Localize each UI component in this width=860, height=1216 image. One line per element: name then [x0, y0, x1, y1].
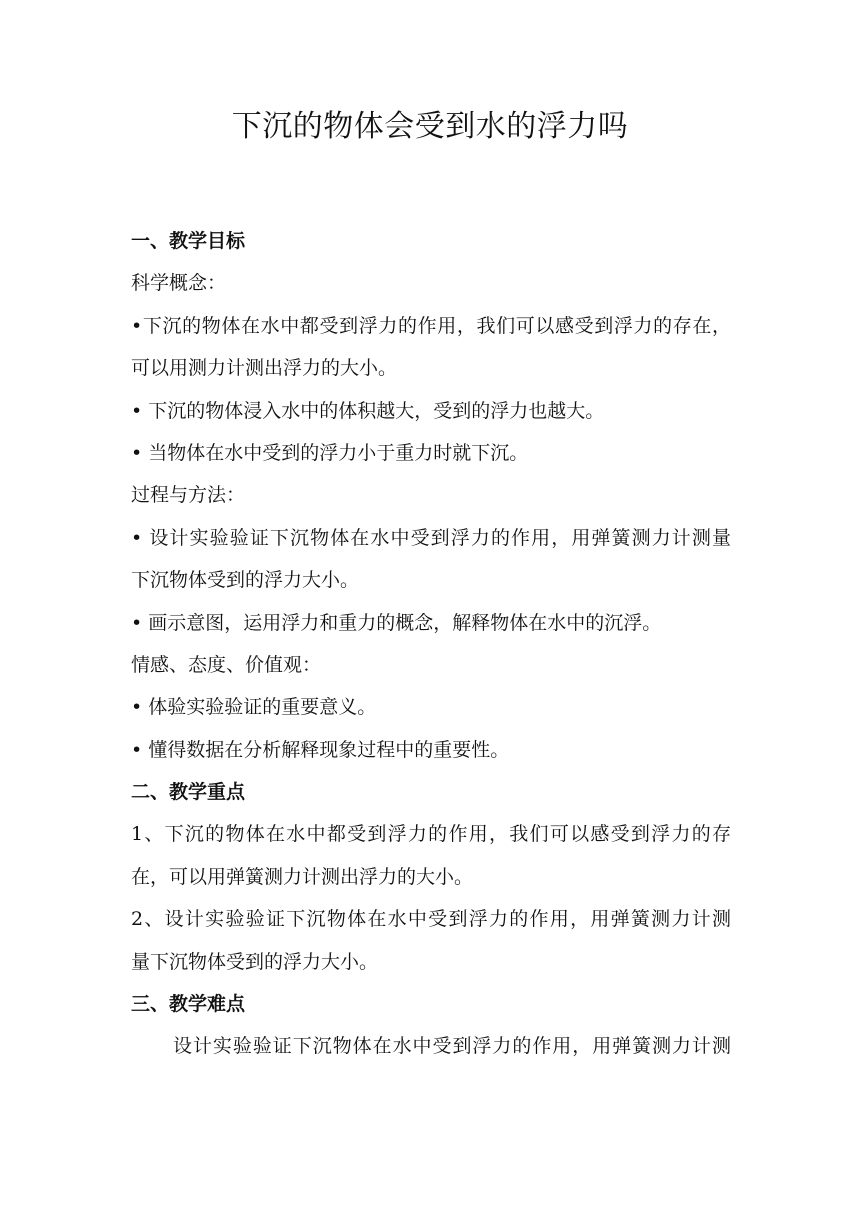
document-body	[131, 220, 731, 1068]
document-title: 下沉的物体会受到水的浮力吗	[231, 109, 629, 144]
key-point-1-continued: 在，可以用弹簧测力计测出浮力的大小。	[131, 865, 474, 888]
difficulty-paragraph: 设计实验验证下沉物体在水中受到浮力的作用，用弹簧测力计测	[173, 1035, 731, 1058]
subheading-process-methods: 过程与方法：	[131, 484, 246, 507]
section-heading-key-points: 二、教学重点	[131, 781, 246, 804]
bullet-process-1: • 设计实验验证下沉物体在水中受到浮力的作用，用弹簧测力计测量	[131, 526, 731, 549]
subheading-attitudes-values: 情感、态度、价值观：	[131, 653, 322, 676]
key-point-2-continued: 量下沉物体受到的浮力大小。	[131, 950, 379, 973]
bullet-concept-3: • 当物体在水中受到的浮力小于重力时就下沉。	[131, 441, 529, 464]
bullet-attitude-1: • 体验实验验证的重要意义。	[131, 696, 377, 719]
bullet-process-2: • 画示意图，运用浮力和重力的概念，解释物体在水中的沉浮。	[131, 611, 662, 634]
bullet-process-1-continued: 下沉物体受到的浮力大小。	[131, 569, 360, 592]
key-point-2: 2、设计实验验证下沉物体在水中受到浮力的作用，用弹簧测力计测	[131, 908, 731, 931]
section-heading-objectives: 一、教学目标	[131, 230, 246, 252]
bullet-concept-1-continued: 可以用测力计测出浮力的大小。	[131, 357, 398, 380]
bullet-concept-1: •下沉的物体在水中都受到浮力的作用，我们可以感受到浮力的存在，	[131, 314, 731, 337]
subheading-science-concepts: 科学概念：	[131, 272, 227, 295]
bullet-attitude-2: • 懂得数据在分析解释现象过程中的重要性。	[131, 738, 510, 761]
bullet-concept-2: • 下沉的物体浸入水中的体积越大，受到的浮力也越大。	[131, 399, 605, 422]
section-heading-difficulties: 三、教学难点	[131, 993, 246, 1016]
key-point-1: 1、下沉的物体在水中都受到浮力的作用，我们可以感受到浮力的存	[131, 823, 731, 846]
